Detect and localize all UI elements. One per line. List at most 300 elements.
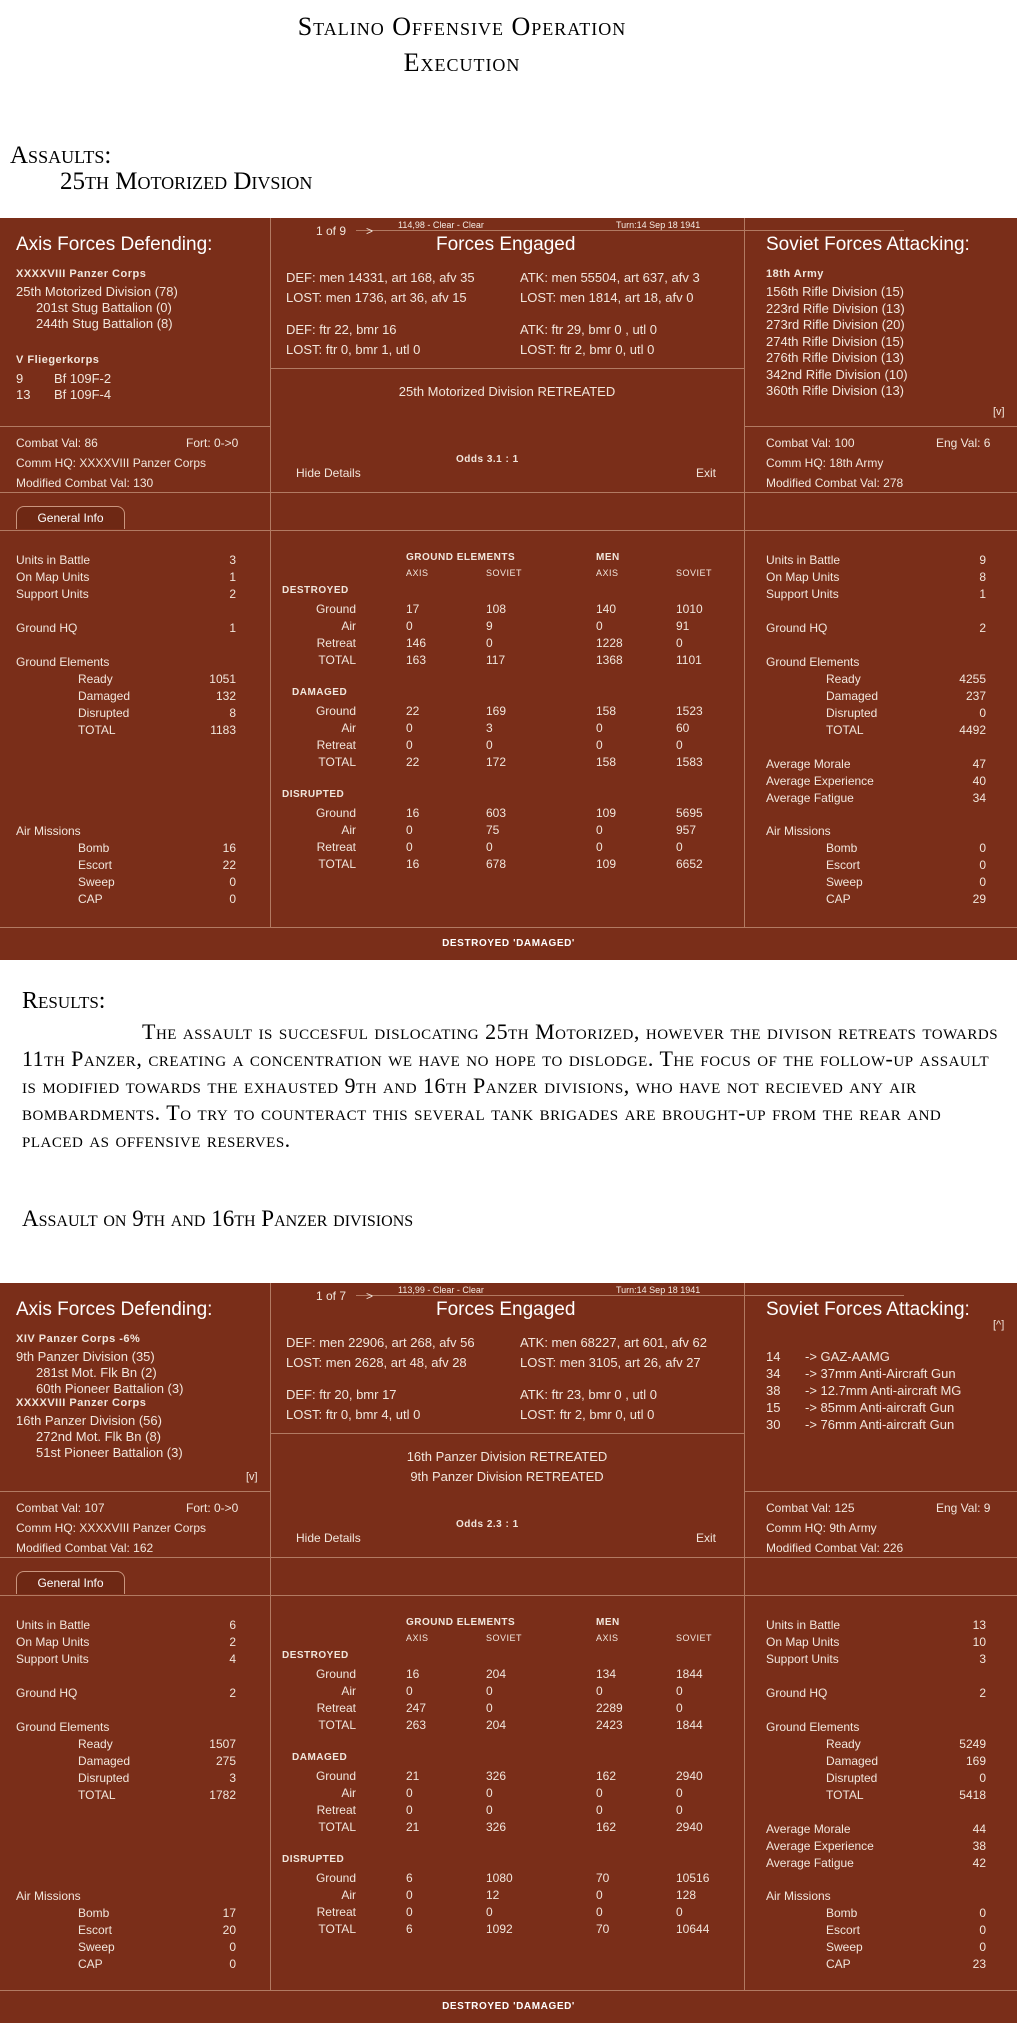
soviet-avg-experience-label: Average Experience	[766, 1839, 874, 1853]
damaged-row-label: TOTAL	[318, 755, 356, 769]
axis-cap-label: CAP	[78, 1957, 103, 1971]
tab-general-info[interactable]: General Info	[16, 1571, 125, 1594]
axis-escort-value: 22	[222, 858, 236, 872]
damaged-cell: 0	[596, 738, 603, 752]
destroyed-cell: 16	[406, 1667, 420, 1681]
disrupted-cell: 0	[596, 1905, 603, 1919]
atk-men-line: ATK: men 55504, art 637, afv 3	[520, 270, 700, 285]
axis-ground-hq-label: Ground HQ	[16, 1686, 78, 1700]
soviet-cap-value: 29	[972, 892, 986, 906]
divider-soviet-summary	[744, 426, 1017, 427]
destroyed-row-label: Ground	[315, 602, 356, 616]
axis-unit[interactable]: 201st Stug Battalion (0)	[36, 300, 172, 315]
soviet-avg-morale-label: Average Morale	[766, 1822, 851, 1836]
location-info: 113,99 - Clear - Clear	[398, 1285, 484, 1295]
disrupted-cell: 1092	[486, 1922, 513, 1936]
soviet-support-units-label: Support Units	[766, 587, 839, 601]
disrupted-cell: 109	[596, 857, 617, 871]
def-air-line: DEF: ftr 20, bmr 17	[286, 1387, 397, 1402]
atk-air-line: ATK: ftr 23, bmr 0 , utl 0	[520, 1387, 658, 1402]
soviet-disrupted-label: Disrupted	[826, 706, 878, 720]
air-unit-count: 13	[16, 387, 31, 402]
destroyed-cell: 163	[406, 653, 427, 667]
destroyed-cell: 0	[596, 1684, 603, 1698]
damaged-cell: 162	[596, 1769, 617, 1783]
axis-comm-hq: Comm HQ: XXXXVIII Panzer Corps	[16, 1521, 207, 1535]
disrupted-cell: 70	[596, 1871, 610, 1885]
soviet-total-label: TOTAL	[826, 1788, 864, 1802]
battle-result: 25th Motorized Division RETREATED	[398, 384, 616, 399]
axis-unit[interactable]: 281st Mot. Flk Bn (2)	[36, 1365, 157, 1380]
disrupted-cell: 0	[406, 1888, 413, 1902]
damaged-cell: 162	[596, 1820, 617, 1834]
soviet-ready-value: 4255	[959, 672, 986, 686]
axis-on-map-units-label: On Map Units	[16, 1635, 90, 1649]
damaged-cell: 2940	[676, 1769, 703, 1783]
axis-forces-header: Axis Forces Defending:	[16, 234, 213, 255]
battle-result: 16th Panzer Division RETREATED	[406, 1449, 608, 1464]
soviet-bomb-label: Bomb	[826, 841, 858, 855]
next-page-button[interactable]: >	[366, 224, 374, 238]
divider-engaged	[270, 368, 744, 369]
axis-cap-label: CAP	[78, 892, 103, 906]
damaged-cell: 0	[676, 1803, 683, 1817]
damaged-cell: 0	[406, 738, 413, 752]
axis-sweep-value: 0	[229, 1940, 236, 1954]
destroyed-section-header: DESTROYED	[282, 585, 349, 596]
soviet-support-units-value: 1	[979, 587, 986, 601]
axis-disrupted-value: 3	[229, 1771, 236, 1785]
soviet-bomb-value: 0	[979, 1906, 986, 1920]
soviet-total-value: 5418	[959, 1788, 986, 1802]
disrupted-cell: 1080	[486, 1871, 513, 1885]
soviet-equipment-count: 30	[766, 1417, 781, 1432]
destroyed-row-label: Air	[341, 1684, 356, 1698]
damaged-cell: 21	[406, 1820, 420, 1834]
def-air-lost-line: LOST: ftr 0, bmr 4, utl 0	[286, 1407, 421, 1422]
damaged-cell: 1583	[676, 755, 703, 769]
exit-button[interactable]: Exit	[696, 1531, 717, 1545]
disrupted-cell: 109	[596, 806, 617, 820]
destroyed-cell: 9	[486, 619, 493, 633]
damaged-cell: 0	[596, 721, 603, 735]
divider-general	[0, 530, 1017, 531]
damaged-row-label: Retreat	[316, 1803, 356, 1817]
destroyed-row-label: Retreat	[316, 1701, 356, 1715]
destroyed-cell: 263	[406, 1718, 427, 1732]
men-header: MEN	[596, 552, 620, 563]
def-lost-line: LOST: men 2628, art 48, afv 28	[286, 1355, 467, 1370]
atk-air-lost-line: LOST: ftr 2, bmr 0, utl 0	[520, 1407, 655, 1422]
axis-unit[interactable]: 9th Panzer Division (35)	[16, 1349, 155, 1364]
disrupted-cell: 12	[486, 1888, 500, 1902]
soviet-comm-hq: Comm HQ: 18th Army	[766, 456, 884, 470]
axis-damaged-label: Damaged	[78, 689, 131, 703]
destroyed-cell: 91	[676, 619, 690, 633]
hide-details-button[interactable]: Hide Details	[296, 466, 361, 480]
soviet-escort-label: Escort	[826, 1923, 861, 1937]
axis-cap-value: 0	[229, 892, 236, 906]
disrupted-row-label: Air	[341, 823, 356, 837]
axis-unit[interactable]: 51st Pioneer Battalion (3)	[36, 1445, 183, 1460]
soviet-forces-header: Soviet Forces Attacking:	[766, 1299, 970, 1320]
damaged-cell: 172	[486, 755, 507, 769]
soviet-avg-fatigue-value: 42	[972, 1856, 986, 1870]
destroyed-cell: 0	[406, 1684, 413, 1698]
soviet-sweep-value: 0	[979, 875, 986, 889]
atk-men-line: ATK: men 68227, art 601, afv 62	[520, 1335, 707, 1350]
soviet-avg-fatigue-label: Average Fatigue	[766, 1856, 854, 1870]
destroyed-cell: 1101	[676, 653, 702, 667]
soviet-avg-fatigue-value: 34	[972, 791, 986, 805]
damaged-cell: 169	[486, 704, 507, 718]
soviet-modified-cv: Modified Combat Val: 278	[766, 476, 904, 490]
axis-forces-header: Axis Forces Defending:	[16, 1299, 213, 1320]
soviet-combat-val: Combat Val: 125	[766, 1501, 855, 1515]
axis-units-in-battle-label: Units in Battle	[16, 553, 91, 567]
soviet-equipment-count: 38	[766, 1383, 781, 1398]
battle-result: 9th Panzer Division RETREATED	[410, 1469, 604, 1484]
disrupted-cell: 957	[676, 823, 697, 837]
soviet-units-in-battle-label: Units in Battle	[766, 553, 841, 567]
soviet-expand-toggle[interactable]: [v]	[993, 406, 1005, 418]
def-air-lost-line: LOST: ftr 0, bmr 1, utl 0	[286, 342, 421, 357]
soviet-equipment-count: 15	[766, 1400, 781, 1415]
axis-ready-label: Ready	[78, 1737, 113, 1751]
disrupted-cell: 16	[406, 806, 420, 820]
def-men-line: DEF: men 14331, art 168, afv 35	[286, 270, 475, 285]
destroyed-cell: 108	[486, 602, 507, 616]
axis-unit[interactable]: 25th Motorized Division (78)	[16, 284, 178, 299]
destroyed-cell: 0	[486, 1684, 493, 1698]
axis-ground-hq-value: 1	[229, 621, 236, 635]
axis-unit[interactable]: XXXXVIII Panzer Corps	[16, 268, 147, 280]
soviet-sweep-value: 0	[979, 1940, 986, 1954]
soviet-ground-hq-value: 2	[979, 1686, 986, 1700]
def-air-line: DEF: ftr 22, bmr 16	[286, 322, 397, 337]
axis-cap-value: 0	[229, 1957, 236, 1971]
disrupted-cell: 10644	[676, 1922, 710, 1936]
air-corps-name: V Fliegerkorps	[16, 354, 100, 366]
damaged-cell: 0	[406, 721, 413, 735]
assault2-label: Assault on 9th and 16th Panzer divisions	[22, 1206, 414, 1231]
axis-units-in-battle-value: 6	[229, 1618, 236, 1632]
atk-air-line: ATK: ftr 29, bmr 0 , utl 0	[520, 322, 658, 337]
page-indicator: 1 of 9	[316, 224, 347, 238]
destroyed-cell: 1368	[596, 653, 623, 667]
soviet-support-units-value: 3	[979, 1652, 986, 1666]
disrupted-cell: 70	[596, 1922, 610, 1936]
destroyed-cell: 0	[486, 636, 493, 650]
disrupted-cell: 5695	[676, 806, 703, 820]
damaged-cell: 0	[486, 1803, 493, 1817]
destroyed-cell: 17	[406, 602, 420, 616]
destroyed-cell: 0	[676, 1684, 683, 1698]
soviet-unit[interactable]: 360th Rifle Division (13)	[766, 383, 905, 398]
air-unit-type[interactable]: Bf 109F-4	[54, 387, 112, 402]
disrupted-cell: 6	[406, 1922, 413, 1936]
axis-sweep-label: Sweep	[78, 1940, 115, 1954]
soviet-eng-val: Eng Val: 9	[936, 1501, 991, 1515]
soviet-damaged-value: 169	[965, 1754, 986, 1768]
damaged-row-label: Air	[341, 721, 356, 735]
disrupted-row-label: Air	[341, 1888, 356, 1902]
damaged-cell: 0	[486, 738, 493, 752]
soviet-units-in-battle-value: 9	[979, 553, 986, 567]
soviet-equipment-item: -> 37mm Anti-Aircraft Gun	[805, 1366, 956, 1381]
axis-combat-val: Combat Val: 86	[16, 436, 98, 450]
soviet-escort-label: Escort	[826, 858, 861, 872]
destroyed-cell: 146	[406, 636, 427, 650]
assault1-label: 25th Motorized Divsion	[60, 168, 313, 195]
disrupted-cell: 10516	[676, 1871, 710, 1885]
soviet-ready-label: Ready	[826, 1737, 861, 1751]
ge-axis-col: AXIS	[406, 1633, 429, 1643]
results-text: The assault is succesful dislocating 25th Motorized, however the divison retreats towards 11th Panzer, creating a concentration we have no hope to dislodge. The focus of the follow-up assault is modified towards the exhausted 9th and 16th Panzer divisions, who have not recieved any air bombardments. To try to counteract this several tank brigades are brought-up from the rear and placed as offensive reserves.	[22, 1019, 999, 1152]
axis-disrupted-label: Disrupted	[78, 706, 130, 720]
axis-unit[interactable]: 244th Stug Battalion (8)	[36, 316, 173, 331]
soviet-sweep-label: Sweep	[826, 1940, 863, 1954]
axis-unit[interactable]: 60th Pioneer Battalion (3)	[36, 1381, 184, 1396]
destroyed-row-label: Ground	[315, 1667, 356, 1681]
disrupted-row-label: Retreat	[316, 1905, 356, 1919]
divider-axis-summary	[0, 1491, 270, 1492]
air-unit-type[interactable]: Bf 109F-2	[54, 371, 112, 386]
disrupted-cell: 678	[486, 857, 507, 871]
axis-fort: Fort: 0->0	[186, 436, 239, 450]
soviet-comm-hq: Comm HQ: 9th Army	[766, 1521, 877, 1535]
soviet-equipment-item: -> 12.7mm Anti-aircraft MG	[805, 1383, 962, 1398]
soviet-ready-label: Ready	[826, 672, 861, 686]
axis-unit[interactable]: XIV Panzer Corps -6%	[16, 1333, 141, 1345]
destroyed-cell: 204	[486, 1718, 507, 1732]
soviet-ground-hq-label: Ground HQ	[766, 621, 828, 635]
men-axis-col: AXIS	[596, 1633, 619, 1643]
damaged-cell: 326	[486, 1820, 507, 1834]
disrupted-section-header: DISRUPTED	[282, 1854, 345, 1865]
soviet-avg-experience-label: Average Experience	[766, 774, 874, 788]
damaged-cell: 1523	[676, 704, 703, 718]
axis-support-units-label: Support Units	[16, 1652, 89, 1666]
air-unit-count: 9	[16, 371, 24, 386]
soviet-units-in-battle-label: Units in Battle	[766, 1618, 841, 1632]
men-header: MEN	[596, 1617, 620, 1628]
divider-right	[744, 218, 745, 928]
axis-support-units-value: 2	[229, 587, 236, 601]
soviet-equipment-item: -> 85mm Anti-aircraft Gun	[805, 1400, 955, 1415]
soviet-combat-val: Combat Val: 100	[766, 436, 855, 450]
axis-support-units-value: 4	[229, 1652, 236, 1666]
disrupted-cell: 0	[406, 823, 413, 837]
soviet-unit[interactable]: 223rd Rifle Division (13)	[766, 300, 905, 316]
axis-air-missions-label: Air Missions	[16, 824, 81, 838]
destroyed-cell: 0	[676, 636, 683, 650]
disrupted-cell: 0	[486, 840, 493, 854]
disrupted-cell: 0	[406, 840, 413, 854]
destroyed-cell: 247	[406, 1701, 427, 1715]
soviet-eng-val: Eng Val: 6	[936, 436, 991, 450]
next-page-button[interactable]: >	[366, 1289, 374, 1303]
soviet-escort-value: 0	[979, 858, 986, 872]
damaged-cell: 158	[596, 704, 617, 718]
exit-button[interactable]: Exit	[696, 466, 717, 480]
soviet-on-map-units-label: On Map Units	[766, 1635, 840, 1649]
atk-lost-line: LOST: men 1814, art 18, afv 0	[520, 290, 694, 305]
soviet-equipment-count: 14	[766, 1349, 781, 1364]
damaged-cell: 0	[676, 1786, 683, 1800]
soviet-escort-value: 0	[979, 1923, 986, 1937]
divider-soviet-summary	[744, 1491, 1017, 1492]
disrupted-row-label: TOTAL	[318, 1922, 356, 1936]
axis-damaged-value: 275	[215, 1754, 236, 1768]
soviet-expand-toggle[interactable]: [^]	[993, 1319, 1005, 1331]
axis-on-map-units-value: 2	[229, 1635, 236, 1649]
axis-fort: Fort: 0->0	[186, 1501, 239, 1515]
disrupted-cell: 6	[406, 1871, 413, 1885]
atk-air-lost-line: LOST: ftr 2, bmr 0, utl 0	[520, 342, 655, 357]
damaged-cell: 0	[596, 1786, 603, 1800]
axis-unit[interactable]: 16th Panzer Division (56)	[16, 1413, 162, 1428]
destroyed-cell: 204	[486, 1667, 507, 1681]
men-soviet-col: SOVIET	[676, 1633, 713, 1643]
soviet-forces-header: Soviet Forces Attacking:	[766, 234, 970, 255]
damaged-cell: 0	[406, 1786, 413, 1800]
soviet-ground-hq-value: 2	[979, 621, 986, 635]
damaged-cell: 2940	[676, 1820, 703, 1834]
divider-right	[744, 1283, 745, 1991]
soviet-cap-value: 23	[972, 1957, 986, 1971]
damaged-section-header: DAMAGED	[292, 687, 348, 698]
axis-units-in-battle-label: Units in Battle	[16, 1618, 91, 1632]
soviet-avg-morale-value: 44	[972, 1822, 986, 1836]
axis-total-value: 1782	[209, 1788, 236, 1802]
soviet-support-units-label: Support Units	[766, 1652, 839, 1666]
soviet-on-map-units-label: On Map Units	[766, 570, 840, 584]
forces-engaged-title: Forces Engaged	[436, 234, 576, 255]
damaged-row-label: Retreat	[316, 738, 356, 752]
destroyed-row-label: TOTAL	[318, 1718, 356, 1732]
axis-ready-label: Ready	[78, 672, 113, 686]
soviet-avg-experience-value: 40	[972, 774, 986, 788]
soviet-unit[interactable]: 274th Rifle Division (15)	[766, 333, 905, 349]
axis-expand-toggle[interactable]: [v]	[246, 1471, 258, 1483]
hide-details-button[interactable]: Hide Details	[296, 1531, 361, 1545]
axis-combat-val: Combat Val: 107	[16, 1501, 105, 1515]
axis-support-units-label: Support Units	[16, 587, 89, 601]
results-heading: Results:	[22, 988, 106, 1014]
divider-engaged	[270, 1433, 744, 1434]
axis-on-map-units-value: 1	[229, 570, 236, 584]
soviet-unit[interactable]: 342nd Rifle Division (10)	[766, 366, 908, 382]
damaged-row-label: TOTAL	[318, 1820, 356, 1834]
disrupted-cell: 0	[596, 840, 603, 854]
soviet-army-name: 18th Army	[766, 268, 824, 280]
damaged-cell: 0	[406, 1803, 413, 1817]
axis-escort-label: Escort	[78, 858, 113, 872]
axis-ground-hq-label: Ground HQ	[16, 621, 78, 635]
damaged-row-label: Air	[341, 1786, 356, 1800]
soviet-avg-morale-value: 47	[972, 757, 986, 771]
axis-ready-value: 1507	[209, 1737, 236, 1751]
ge-soviet-col: SOVIET	[486, 1633, 523, 1643]
disrupted-cell: 603	[486, 806, 507, 820]
destroyed-row-label: TOTAL	[318, 653, 356, 667]
damaged-cell: 60	[676, 721, 690, 735]
axis-disrupted-label: Disrupted	[78, 1771, 130, 1785]
destroyed-cell: 0	[596, 619, 603, 633]
soviet-avg-morale-label: Average Morale	[766, 757, 851, 771]
soviet-ready-value: 5249	[959, 1737, 986, 1751]
def-lost-line: LOST: men 1736, art 36, afv 15	[286, 290, 467, 305]
ge-axis-col: AXIS	[406, 568, 429, 578]
divider-axis-summary	[0, 426, 270, 427]
damaged-cell: 158	[596, 755, 617, 769]
disrupted-cell: 0	[676, 1905, 683, 1919]
soviet-cap-label: CAP	[826, 892, 851, 906]
forces-engaged-title: Forces Engaged	[436, 1299, 576, 1320]
damaged-cell: 3	[486, 721, 493, 735]
destroyed-cell: 140	[596, 602, 617, 616]
axis-unit[interactable]: 272nd Mot. Flk Bn (8)	[36, 1429, 161, 1444]
destroyed-cell: 134	[596, 1667, 617, 1681]
soviet-avg-fatigue-label: Average Fatigue	[766, 791, 854, 805]
soviet-unit[interactable]: 276th Rifle Division (13)	[766, 350, 905, 365]
soviet-total-value: 4492	[959, 723, 986, 737]
soviet-unit[interactable]: 273rd Rifle Division (20)	[766, 317, 905, 332]
disrupted-cell: 0	[676, 840, 683, 854]
disrupted-row-label: Ground	[315, 1871, 356, 1885]
page-indicator: 1 of 7	[316, 1289, 347, 1303]
axis-escort-value: 20	[222, 1923, 236, 1937]
location-info: 114,98 - Clear - Clear	[398, 220, 484, 230]
soviet-on-map-units-value: 8	[979, 570, 986, 584]
soviet-disrupted-label: Disrupted	[826, 1771, 878, 1785]
damaged-cell: 0	[676, 738, 683, 752]
damaged-row-label: Ground	[315, 1769, 356, 1783]
axis-ground-elements-label: Ground Elements	[16, 1720, 110, 1734]
disrupted-section-header: DISRUPTED	[282, 789, 345, 800]
tab-general-info[interactable]: General Info	[16, 506, 125, 529]
disrupted-cell: 0	[596, 823, 603, 837]
axis-total-value: 1183	[210, 723, 236, 737]
axis-ready-value: 1051	[209, 672, 236, 686]
soviet-unit[interactable]: 156th Rifle Division (15)	[766, 284, 905, 299]
soviet-cap-label: CAP	[826, 1957, 851, 1971]
destroyed-section-header: DESTROYED	[282, 1650, 349, 1661]
men-soviet-col: SOVIET	[676, 568, 713, 578]
axis-modified-cv: Modified Combat Val: 162	[16, 1541, 154, 1555]
axis-modified-cv: Modified Combat Val: 130	[16, 476, 154, 490]
divider-tabs	[0, 1557, 1017, 1558]
soviet-equipment-item: -> GAZ-AAMG	[805, 1349, 890, 1364]
odds-ratio: Odds 2.3 : 1	[456, 1519, 519, 1530]
ge-soviet-col: SOVIET	[486, 568, 523, 578]
axis-unit[interactable]: XXXXVIII Panzer Corps	[16, 1397, 147, 1409]
soviet-air-missions-label: Air Missions	[766, 824, 831, 838]
disrupted-cell: 128	[676, 1888, 697, 1902]
axis-ground-elements-label: Ground Elements	[16, 655, 110, 669]
odds-ratio: Odds 3.1 : 1	[456, 454, 519, 465]
axis-air-missions-label: Air Missions	[16, 1889, 81, 1903]
axis-bomb-value: 17	[222, 1906, 236, 1920]
soviet-avg-experience-value: 38	[972, 1839, 986, 1853]
destroyed-cell: 0	[486, 1701, 493, 1715]
axis-ground-hq-value: 2	[229, 1686, 236, 1700]
damaged-cell: 22	[406, 704, 420, 718]
divider-general	[0, 1595, 1017, 1596]
disrupted-cell: 0	[406, 1905, 413, 1919]
soviet-sweep-label: Sweep	[826, 875, 863, 889]
